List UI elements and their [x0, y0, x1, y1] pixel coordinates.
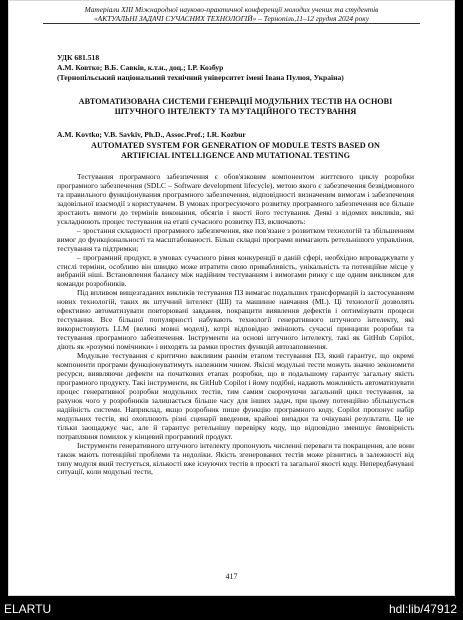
body-paragraph: Модульне тестування є критично важливим раннім етапом тестування ПЗ, який гарантує, що окремі компоненти програми функціонуватимуть належним чином. Якісні модульні тести можуть значно зекономити ресурси, виявляючи дефекти на початкових етапах розробки, що в подальшому гарантує загальну якість програмного продукту. Такі інструменти, як GitHub Copilot і йому подібні, надають можливість автоматизувати процес генеративної розробки модульних тестів, тим самим скорочуючи загальний цикл тестування, за рахунок чого у розробників залишається більше часу для інших задач, при цьому потенційно збільшується надійність системи. Наприклад, якщо розробник пише функцію програмного коду, Copilot пропонує набір модульних тестів, які охоплюють різні сценарії введення, крайові випадки та очікувані результати. Це не тільки заощаджує час, але й гарантує ретельнішу перевірку коду, що відповідно зменшує ймовірність потрапляння помилок у кінцевий програмний продукт.	[57, 351, 414, 441]
title-ua: АВТОМАТИЗОВАНА СИСТЕМИ ГЕНЕРАЦІЇ МОДУЛЬНИХ ТЕСТІВ НА ОСНОВІ ШТУЧНОГО ІНТЕЛЕКТУ ТА МУТАЦІЙНОГО ТЕСТУВАННЯ	[78, 97, 393, 116]
udc-code: УДК 681.518	[57, 53, 100, 62]
affiliation-ua: (Тернопільський національний технічний університет імені Івана Пулюя, Україна)	[57, 73, 344, 82]
authors-ua: А.М. Ковтко; В.Б. Савків, к.т.н., доц.; І.Р. Козбур	[57, 63, 224, 72]
header-line-2: «АКТУАЛЬНІ ЗАДАЧІ СУЧАСНИХ ТЕХНОЛОГІЙ» – Тернопіль,11–12 грудня 2024 року	[93, 14, 370, 23]
handle-identifier: hdl:lib/47912	[388, 602, 457, 616]
body-paragraph: – програмний продукт, в умовах сучасного рівня конкуренції в даній сфері, необхідно впроваджувати у стислі терміни, особливо він швидко може втратити свою привабливість, унікальність та потенційне місце у вибраній ніші. Встановлення балансу між надійним тестуванням і вимогами ринку є ще одним викликом для команди розробників.	[57, 252, 414, 289]
header-line-1: Матеріали XIII Міжнародної науково-практичної конференції молодих учених та студентів	[84, 5, 379, 14]
title-en: AUTOMATED SYSTEM FOR GENERATION OF MODULE TESTS BASED ON ARTIFICIAL INTELLIGENCE AND MUTATIONAL TESTING	[91, 141, 380, 160]
page-number: 417	[225, 572, 238, 581]
repository-name: ELARTU	[4, 602, 52, 616]
body-paragraph: – зростання складності програмного забезпечення, яке пов'язане з розвитком технологій та збільшенням вимог до функціональності та масштабованості. Більш складні програми вимагають ретельнішого управління, тестування та підтримки;	[57, 225, 414, 253]
repository-footer	[0, 598, 463, 620]
article-body	[57, 173, 414, 477]
authors-en: A.M. Kovtko; V.B. Savkiv, Ph.D., Assoc.Prof.; I.R. Kozbur	[57, 130, 246, 139]
conference-header	[9, 5, 454, 23]
body-paragraph: Інструменти генеративного штучного інтелекту пропонують численні переваги та покращення, але вони також мають потенційні проблеми та недоліки. Якість згенерованих тестів може різнитись в залежності від типу модуля який тестується, кількості вже існуючих тестів в проєкті та загальної якості коду. Непередбачувані ситуації, коли модульні тести,	[57, 440, 414, 477]
paper-page	[8, 0, 455, 596]
header-rule	[43, 23, 420, 24]
body-paragraph: Під впливом вищезгаданих викликів тестування ПЗ вимагає подальших трансформацій із застосуванням нових технологій, таких як штучний інтелект (ШІ) та машинне навчання (МL). Ці технології дозволять ефективно автоматизувати повторювані завдання, покращити виявлення дефектів і оптимізувати процеси тестування. Все більшої популярності набувають технології генеративного штучного інтелекту, які використовують LLM (великі мовні моделі), котрі відповідно змінюють сучасні принципи розробки та тестування програмного забезпечення. Інструменти на основі штучного інтелекту, такі як GitHub Copilot, діють як «розумні помічники» і виходять за рамки простих функцій автозаповнення.	[57, 288, 414, 352]
body-paragraph: Тестування програмного забезпечення є обов'язковим компонентом життєвого циклу розробки програмного забезпечення (SDLC – Software development lifecycle), метою якого є забезпечення безвідмовного та правильного функціонування програмного забезпечення, відповідності визначеним вимогам і забезпечення задовільної взаємодії з користувачем. В умовах прогресуючого розвитку програмного забезпечення все більше зростають вимоги до термінів виконання, обсягів і якості його тестування. Деякі з відомих викликів, які ускладнюють процес тестування на етапі сучасного розвитку ПЗ, включають:	[57, 172, 414, 226]
